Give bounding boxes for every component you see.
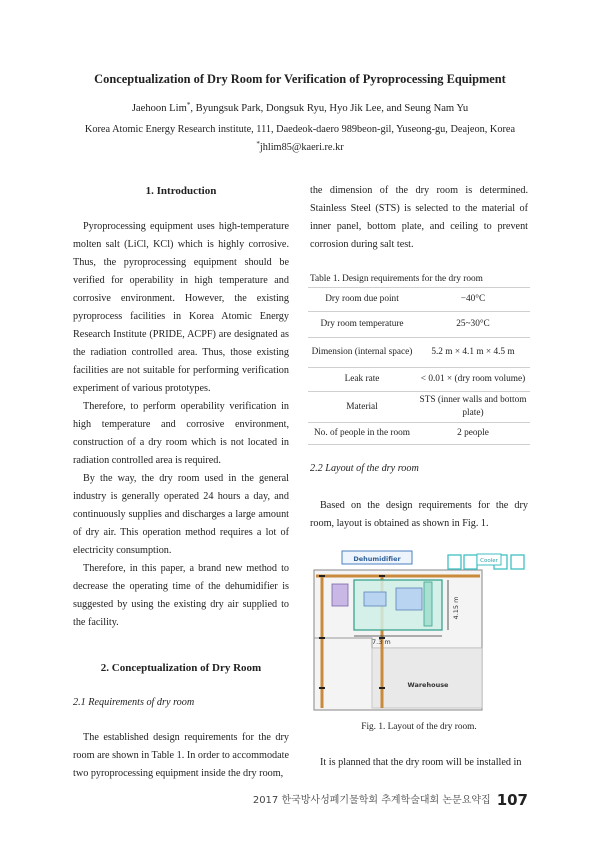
table-row [308,288,530,312]
conference-name: 2017 한국방사성폐기물학회 추계학술대회 논문요약집 [252,795,491,806]
layout-paragraph-wrap [310,497,528,533]
intro-paragraph-2: Therefore, to perform operability verification in high temperature and corrosive environment, construction of a dry room which is not located in radiation controlled area is required. [73,401,289,466]
legend-box-1 [448,555,461,569]
table-row [308,312,530,338]
antechamber [332,584,348,606]
intro-paragraph-1: Pyroprocessing equipment uses high-temperature molten salt (LiCl, KCl) which is highly corrosive. Thus, the pyroprocessing equipment should be verified for operability in high temperature and corrosive environment. However, the existing pyroprocess facilities in Korea Atomic Energy Research Institute (PRIDE, ACPF) are designated as the radiation controlled area. Thus, those existing facilities are not suitable for performing verification experiment of various prototypes. [73,221,289,394]
installation-paragraph: It is planned that the dry room will be installed in [320,757,522,768]
paper-title: Conceptualization of Dry Room for Verification of Pyroprocessing Equipment [94,72,506,86]
contact-email [0,142,600,153]
first-author: Jaehoon Lim [131,103,187,114]
email-mark: * [256,140,260,148]
dimension-paragraph: the dimension of the dry room is determined. Stainless Steel (STS) is selected to the material of inner panel, bottom plate, and ceiling to prevent corrosion during salt test. [310,185,528,250]
right-column-bottom [310,754,528,772]
intro-heading: 1. Introduction [145,185,217,197]
intro-paragraph-3: By the way, the dry room used in the general industry is generally operated 24 hours a day, and continuously supplies and discharges a large amount of dry air. This operation method requires a lot of electricity consumption. [73,473,289,556]
cooler-unit [424,582,432,626]
warehouse-label: Warehouse [407,681,449,689]
table-cell-label: Dry room temperature [308,312,416,338]
table-caption: Table 1. Design requirements for the dry room [310,274,483,284]
table-cell-value: 2 people [416,423,530,445]
table-row [308,392,530,423]
right-column-top [310,182,528,254]
table-cell-value: 5.2 m × 4.1 m × 4.5 m [416,338,530,368]
table-row [308,368,530,392]
page-number: 107 [496,791,528,809]
table-cell-label: Dry room due point [308,288,416,312]
cooler-label: Cooler [480,558,498,564]
legend-box-5 [511,555,524,569]
corresponding-mark: * [186,101,191,109]
dehumidifier-label: Dehumidifier [353,555,401,563]
equipment-2 [396,588,422,610]
requirements-table [308,287,530,445]
legend-box-2 [464,555,477,569]
table-row [308,423,530,445]
table-cell-value: 25~30°C [416,312,530,338]
left-column [73,182,289,783]
equipment-1 [364,592,386,606]
concept-heading: 2. Conceptualization of Dry Room [100,662,262,674]
table-cell-label: Dimension (internal space) [308,338,416,368]
table-cell-label: Leak rate [308,368,416,392]
email-address[interactable]: jhlim85@kaeri.re.kr [259,142,344,153]
page-footer [253,791,528,809]
table-cell-label: Material [308,392,416,423]
table-cell-value: −40°C [416,288,530,312]
height-dimension-label: 4.15 m [452,596,460,620]
table-cell-value: < 0.01 × (dry room volume) [416,368,530,392]
layout-subheading: 2.2 Layout of the dry room [310,463,419,474]
intro-paragraph-4: Therefore, in this paper, a brand new method to decrease the operating time of the dehumidifier is suggested by using the existing dry air supplied to the facility. [73,563,289,628]
table-row [308,338,530,368]
other-authors: , Byungsuk Park, Dongsuk Ryu, Hyo Jik Lee, and Seung Nam Yu [190,103,469,114]
affiliation: Korea Atomic Energy Research institute, 111, Daedeok-daero 989beon-gil, Yuseong-gu, Deajeon, Korea [84,124,516,135]
dry-room-layout-figure [312,548,530,714]
author-list [0,103,600,114]
width-dimension-label: 7.3 m [372,638,391,646]
table-cell-value: STS (inner walls and bottom plate) [416,392,530,423]
layout-paragraph: Based on the design requirements for the dry room, layout is obtained as shown in Fig. 1. [310,500,528,529]
requirements-paragraph: The established design requirements for the dry room are shown in Table 1. In order to accommodate two pyroprocessing equipment inside the dry room, [73,732,289,779]
table-cell-label: No. of people in the room [308,423,416,445]
figure-caption: Fig. 1. Layout of the dry room. [361,722,477,732]
warehouse-area [372,648,482,708]
requirements-subheading: 2.1 Requirements of dry room [73,697,195,708]
